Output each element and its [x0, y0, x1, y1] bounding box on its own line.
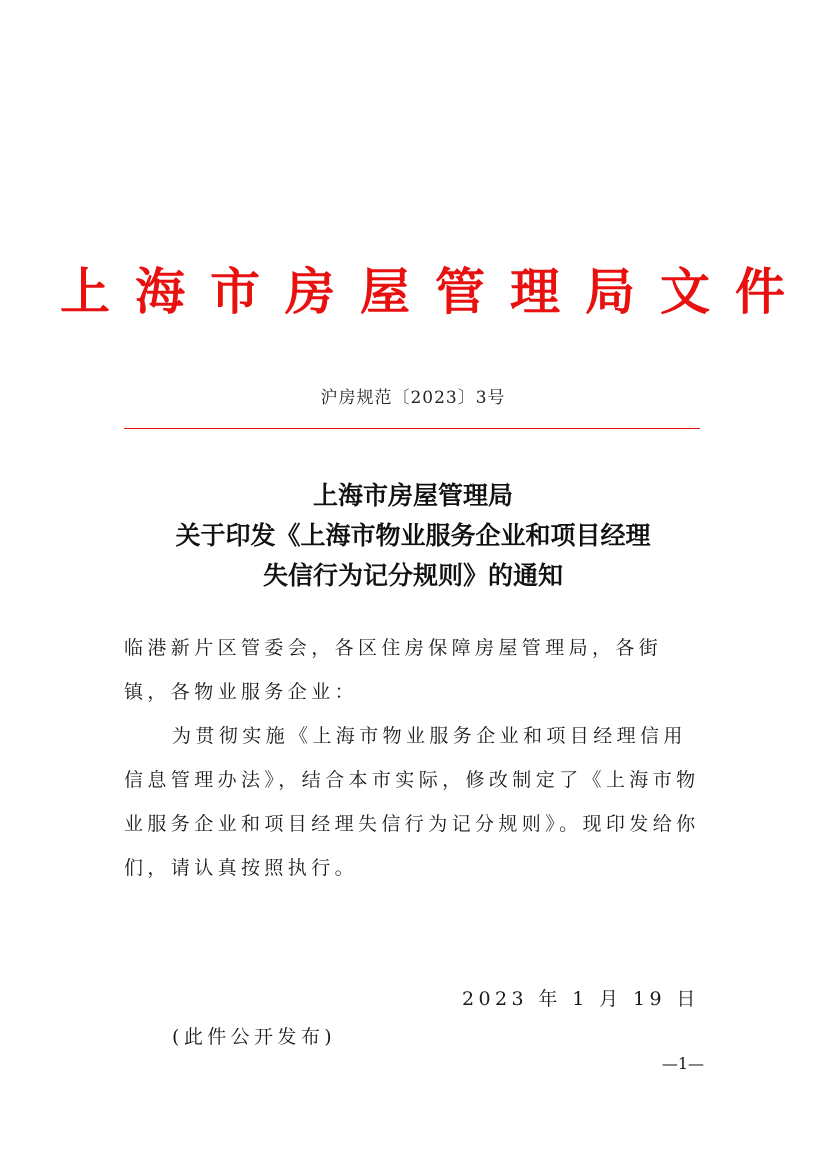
- addressee-paragraph: 临港新片区管委会，各区住房保障房屋管理局，各街镇，各物业服务企业：: [124, 637, 663, 703]
- notice-title-line-2: 关于印发《上海市物业服务企业和项目经理: [175, 521, 651, 550]
- notice-title-line-3: 失信行为记分规则》的通知: [262, 561, 563, 590]
- red-divider-line: [124, 428, 700, 429]
- document-number: 沪房规范〔2023〕3号: [320, 388, 506, 408]
- notice-title-line-1: 上海市房屋管理局: [312, 481, 513, 510]
- notice-title: [110, 476, 716, 596]
- page-number: —1—: [661, 1054, 704, 1073]
- publish-note: (此件公开发布): [172, 1026, 337, 1048]
- document-masthead: 上海市房屋管理局文件: [60, 262, 810, 321]
- issue-date: 2023 年 1 月 19 日: [462, 988, 700, 1010]
- body-paragraph: 为贯彻实施《上海市物业服务企业和项目经理信用信息管理办法》，结合本市实际，修改制定了《上海市物业服务企业和项目经理失信行为记分规则》。现印发给你们，请认真按照执行。: [124, 725, 700, 879]
